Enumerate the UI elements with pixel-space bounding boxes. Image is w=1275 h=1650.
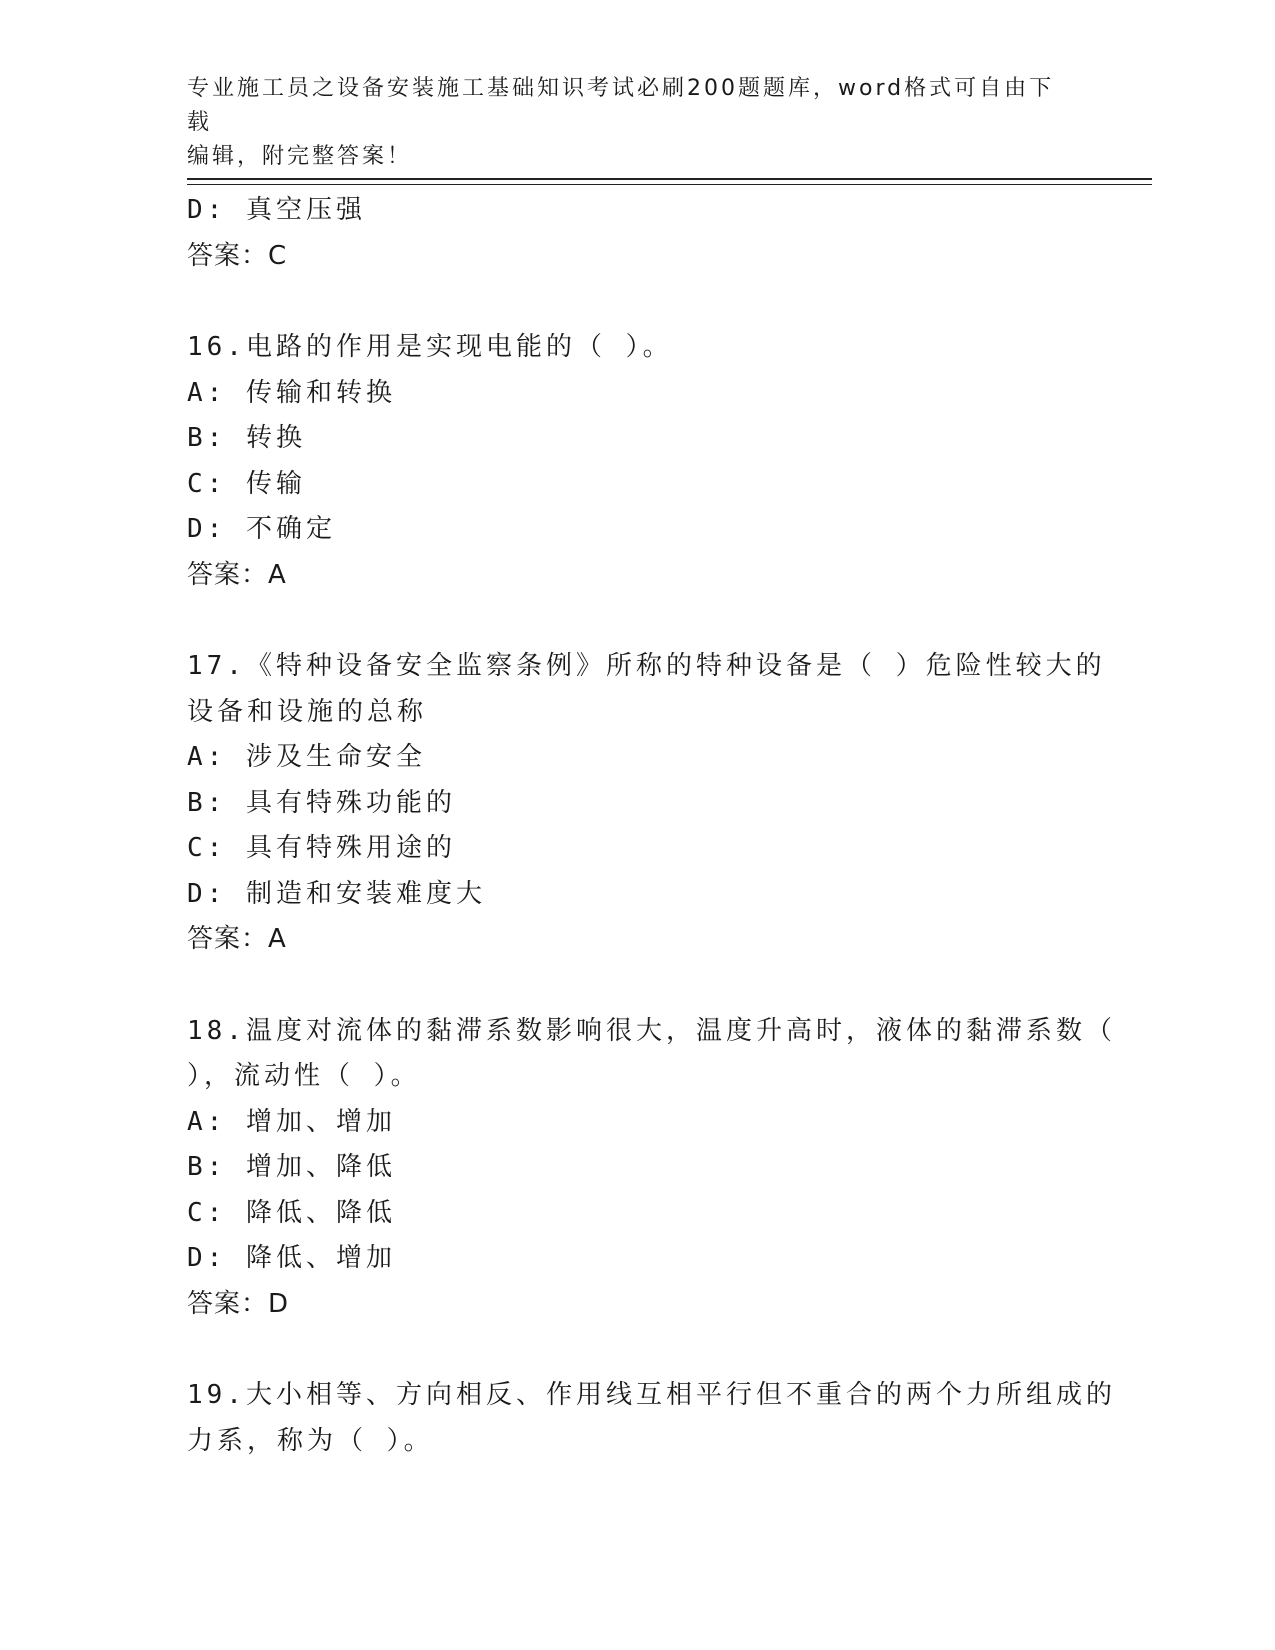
option-d: D: 不确定: [187, 514, 336, 544]
spacer: [187, 279, 1087, 325]
question-18: [187, 1009, 1116, 1328]
question-stem-continued: 设备和设施的总称: [187, 696, 428, 727]
page-header: [187, 72, 1067, 174]
option-d: D: 真空压强: [187, 195, 366, 225]
question-17: [187, 644, 1106, 963]
option-a: A: 增加、增加: [187, 1106, 396, 1137]
question-stem-continued: 力系，称为（ ）。: [187, 1425, 434, 1456]
option-c: C: 具有特殊用途的: [187, 833, 456, 863]
question-stem: 18.温度对流体的黏滞系数影响很大，温度升高时，液体的黏滞系数（: [187, 1015, 1116, 1046]
question-stem: 16.电路的作用是实现电能的（ ）。: [187, 332, 673, 362]
answer-line: 答案：A: [187, 559, 287, 590]
header-divider-thick: [187, 178, 1152, 180]
question-stem: 19.大小相等、方向相反、作用线互相平行但不重合的两个力所组成的: [187, 1380, 1116, 1410]
question-stem-continued: ），流动性（ ）。: [187, 1061, 421, 1091]
header-divider-thin: [187, 184, 1152, 185]
spacer: [187, 1327, 1087, 1373]
option-b: B: 具有特殊功能的: [187, 787, 456, 818]
option-c: C: 传输: [187, 468, 306, 499]
option-d: D: 降低、增加: [187, 1243, 396, 1273]
answer-line: 答案：A: [187, 924, 287, 954]
option-a: A: 涉及生命安全: [187, 742, 426, 772]
question-16: [187, 325, 1087, 598]
option-d: D: 制造和安装难度大: [187, 878, 486, 909]
spacer: [187, 963, 1087, 1009]
spacer: [187, 598, 1087, 644]
option-b: B: 转换: [187, 423, 306, 453]
question-15-tail: [187, 188, 1087, 279]
option-c: C: 降低、降低: [187, 1197, 396, 1228]
question-list: [187, 188, 1116, 1464]
header-title-line-1: 专业施工员之设备安装施工基础知识考试必刷200题题库，word格式可自由下载: [187, 76, 1055, 135]
answer-line: 答案：C: [187, 240, 288, 271]
answer-line: 答案：D: [187, 1288, 290, 1319]
header-title-line-2: 编辑，附完整答案！: [187, 144, 413, 169]
question-stem: 17.《特种设备安全监察条例》所称的特种设备是（ ）危险性较大的: [187, 651, 1106, 681]
option-b: B: 增加、降低: [187, 1152, 396, 1182]
option-a: A: 传输和转换: [187, 377, 396, 408]
question-19: [187, 1373, 1116, 1464]
